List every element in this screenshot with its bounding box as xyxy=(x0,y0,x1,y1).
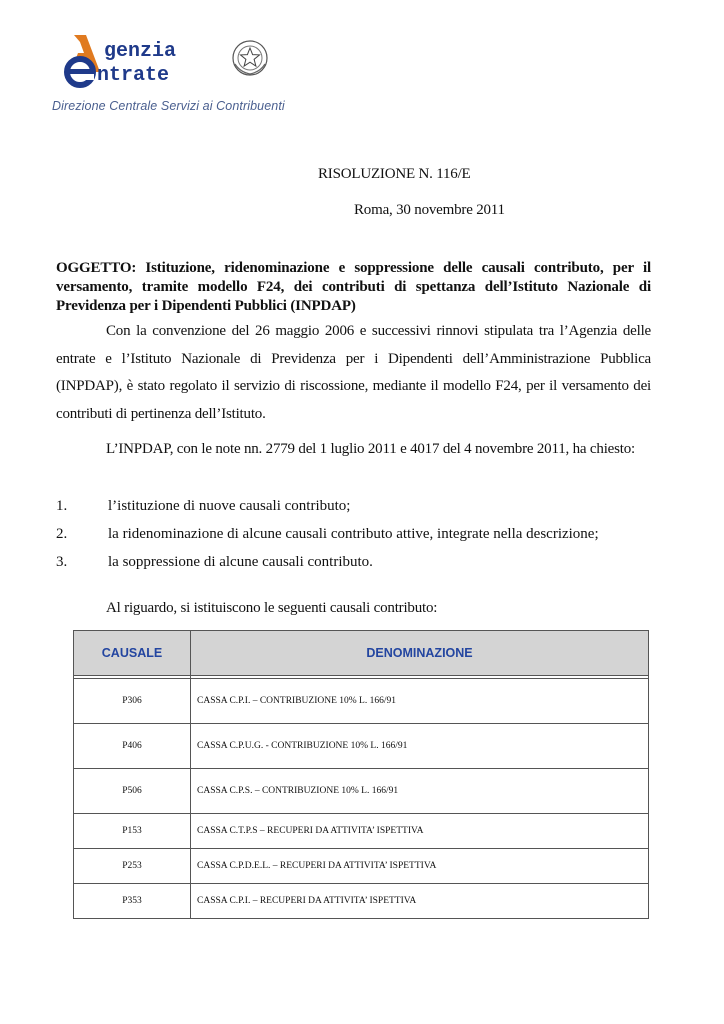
list-item xyxy=(56,520,656,548)
body-paragraph-2-text: L’INPDAP, con le note nn. 2779 del 1 luglio 2011 e 4017 del 4 novembre 2011, ha chiesto: xyxy=(106,441,635,457)
table-row xyxy=(74,849,649,884)
causale-code: P406 xyxy=(74,724,191,769)
list-item-number: 3. xyxy=(56,554,68,570)
causali-table xyxy=(73,630,649,919)
causale-code: P306 xyxy=(74,679,191,724)
list-item xyxy=(56,548,656,576)
logo-line1: genzia xyxy=(104,40,177,63)
column-header-causale: CAUSALE xyxy=(74,631,191,676)
requests-list xyxy=(56,492,656,576)
table-header-row xyxy=(74,631,649,676)
body-paragraph-1-text: Con la convenzione del 26 maggio 2006 e successivi rinnovi stipulata tra l’Agenzia delle entrate e l’Istituto Nazionale di Previdenza per i Dipendenti dell’Amministrazione Pubblica (INPDAP), è stato regolato il servizio di riscossione, mediante il modello F24, per il versamento dei contributi di pertinenza dell’Istituto. xyxy=(56,323,651,422)
subject-paragraph: OGGETTO: Istituzione, ridenominazione e soppressione delle causali contributo, per il versamento, tramite modello F24, dei contributi di spettanza dell’Istituto Nazionale di Previdenza per i Dipendenti Pubblici (INPDAP) xyxy=(56,260,651,314)
table-row xyxy=(74,769,649,814)
body-paragraph-1 xyxy=(56,318,651,428)
causale-denominazione: CASSA C.T.P.S – RECUPERI DA ATTIVITA’ ISPETTIVA xyxy=(191,814,649,849)
list-item-number: 1. xyxy=(56,498,68,514)
table-row xyxy=(74,814,649,849)
list-item-number: 2. xyxy=(56,526,68,542)
table-row xyxy=(74,724,649,769)
column-header-denominazione: DENOMINAZIONE xyxy=(191,631,649,676)
logo-line2: ntrate xyxy=(97,64,170,87)
list-item-text: l’istituzione di nuove causali contributo; xyxy=(108,498,351,514)
table-row xyxy=(74,679,649,724)
body-paragraph-2 xyxy=(56,436,651,464)
causale-code: P506 xyxy=(74,769,191,814)
list-item xyxy=(56,492,656,520)
causale-code: P253 xyxy=(74,849,191,884)
department-subheader: Direzione Centrale Servizi ai Contribuenti xyxy=(52,99,285,113)
causale-code: P153 xyxy=(74,814,191,849)
causale-denominazione: CASSA C.P.I. – CONTRIBUZIONE 10% L. 166/91 xyxy=(191,679,649,724)
table-intro: Al riguardo, si istituiscono le seguenti causali contributo: xyxy=(106,600,438,616)
causale-denominazione: CASSA C.P.S. – CONTRIBUZIONE 10% L. 166/91 xyxy=(191,769,649,814)
agenzia-entrate-logo xyxy=(60,32,270,92)
causale-code: P353 xyxy=(74,884,191,919)
italian-republic-emblem-icon xyxy=(233,41,267,75)
causale-denominazione: CASSA C.P.D.E.L. – RECUPERI DA ATTIVITA’ ISPETTIVA xyxy=(191,849,649,884)
list-item-text: la ridenominazione di alcune causali contributo attive, integrate nella descrizione; xyxy=(108,526,599,542)
agenzia-entrate-logo-graphic xyxy=(60,32,270,92)
list-item-text: la soppressione di alcune causali contributo. xyxy=(108,554,373,570)
causale-denominazione: CASSA C.P.I. – RECUPERI DA ATTIVITA’ ISPETTIVA xyxy=(191,884,649,919)
resolution-date: Roma, 30 novembre 2011 xyxy=(354,202,505,218)
resolution-number: RISOLUZIONE N. 116/E xyxy=(318,166,471,182)
causale-denominazione: CASSA C.P.U.G. - CONTRIBUZIONE 10% L. 166/91 xyxy=(191,724,649,769)
table-row xyxy=(74,884,649,919)
